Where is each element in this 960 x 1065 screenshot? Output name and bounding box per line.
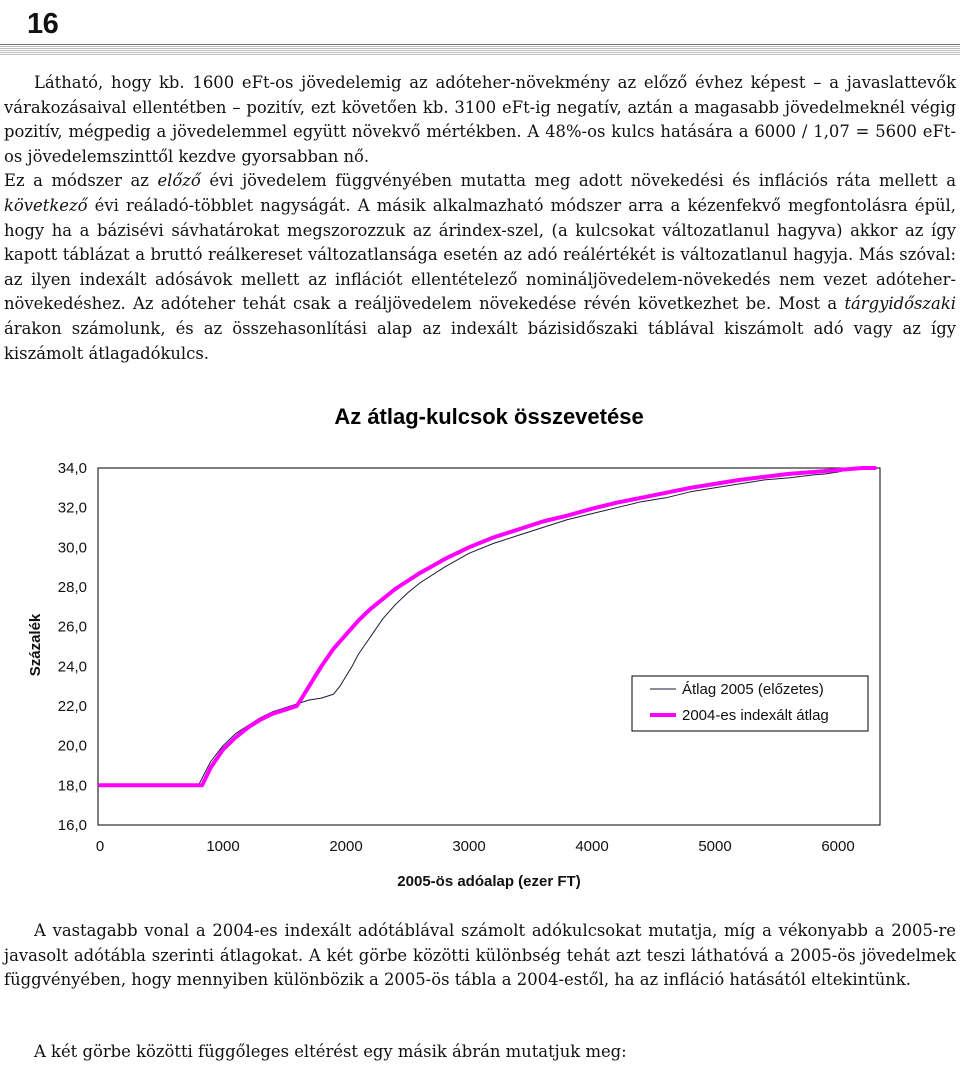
y-axis-label: Százalék <box>27 613 44 677</box>
x-tick-label: 1000 <box>206 838 240 855</box>
paragraph-explanation: A vastagabb vonal a 2004-es indexált adótáblával számolt adókulcsokat mutatja, míg a vékonyabb a 2005-re javasolt adótábla szerinti átlagokat. A két görbe közötti különbség tehát azt teszi láthatóvá a 2005-ös jövedelmek függvényében, hogy mennyiben különbözik a 2005-ös tábla a 2004-estől, ha az infláció hatásától eltekintünk. <box>4 921 956 990</box>
y-tick-label: 16,0 <box>57 817 87 834</box>
x-tick-label: 0 <box>95 838 105 855</box>
x-tick-label: 2000 <box>329 838 363 855</box>
page-number: 16 <box>27 8 59 40</box>
x-tick-label: 6000 <box>821 838 855 855</box>
emphasis-next: következő <box>4 195 88 215</box>
x-axis-label: 2005-ös adóalap (ezer FT) <box>397 873 581 890</box>
y-tick-label: 30,0 <box>57 539 87 557</box>
y-tick-label: 26,0 <box>57 618 87 636</box>
x-tick-label: 4000 <box>575 838 609 855</box>
series-line-2005-preliminary <box>100 468 875 785</box>
paragraph-method-text-4: árakon számolunk, és az összehasonlítási alap az indexált bázisidőszaki táblával kiszámolt adó vagy az így kiszámolt átlagadókulcs. <box>4 318 956 363</box>
y-tick-label: 32,0 <box>57 499 87 517</box>
y-tick-label: 28,0 <box>57 579 87 596</box>
chart-title: Az átlag-kulcsok összevetése <box>334 404 644 429</box>
chart-container <box>0 395 960 905</box>
y-tick-label: 18,0 <box>57 777 87 795</box>
header-rule <box>0 44 960 55</box>
emphasis-current-period: tárgyidőszaki <box>844 294 956 314</box>
legend <box>632 676 868 731</box>
legend-label-2004: 2004-es indexált átlag <box>682 707 829 724</box>
paragraph-method-text-3: évi reáladó-többlet nagyságát. A másik alkalmazható módszer arra a kézenfekvő megfontolásra épül, hogy ha a bázisévi sávhatárokat megszorozzuk az árindex-szel, (a kulcsokat változatlanul hagyva) akkor az így kapott táblázat a bruttó reálkereset változatlansága esetén az adó reálértékét is változatlanul hagyja. Más szóval: az ilyen indexált adósávok mellett az inflációt ellentételező nomináljövedelem-növekedés nem vezet adóteher-növekedéshez. Az adóteher tehát csak a reáljövedelem növekedése révén következhet be. Most a <box>4 195 956 314</box>
paragraph-method-text-1: Ez a módszer az <box>4 171 158 191</box>
emphasis-previous: előző <box>157 171 201 191</box>
legend-label-2005: Átlag 2005 (előzetes) <box>682 681 824 698</box>
paragraph-intro <box>4 71 956 366</box>
x-tick-label: 5000 <box>698 838 732 855</box>
average-rates-chart <box>0 395 960 905</box>
paragraph-closing: A két görbe közötti függőleges eltérést egy másik ábrán mutatjuk meg: <box>34 1042 627 1061</box>
paragraph-intro-text: Látható, hogy kb. 1600 eFt-os jövedelemig az adóteher-növekmény az előző évhez képest – a javaslattevők várakozásaival ellentétben – pozitív, ezt követően kb. 3100 eFt-ig negatív, aztán a magasabb jövedelmeknél végig pozitív, mégpedig a jövedelemmel együtt növekvő mértékben. A 48%-os kulcs hatására a 6000 / 1,07 = 5600 eFt-os jövedelemszinttől kezdve gyorsabban nő. <box>4 73 956 166</box>
y-tick-label: 24,0 <box>57 658 87 676</box>
y-tick-label: 20,0 <box>57 737 87 755</box>
series-line-2004-indexed <box>100 468 875 785</box>
x-tick-label: 3000 <box>452 838 486 855</box>
y-tick-label: 22,0 <box>57 698 87 715</box>
plot-area-frame <box>98 468 880 825</box>
x-axis-ticks <box>96 838 855 855</box>
y-tick-label: 34,0 <box>57 460 87 477</box>
y-axis-ticks <box>58 460 87 834</box>
paragraph-method-text-2: évi jövedelem függvényében mutatta meg adott növekedési és inflációs ráta mellett a <box>200 171 956 191</box>
series-lines <box>100 468 875 785</box>
